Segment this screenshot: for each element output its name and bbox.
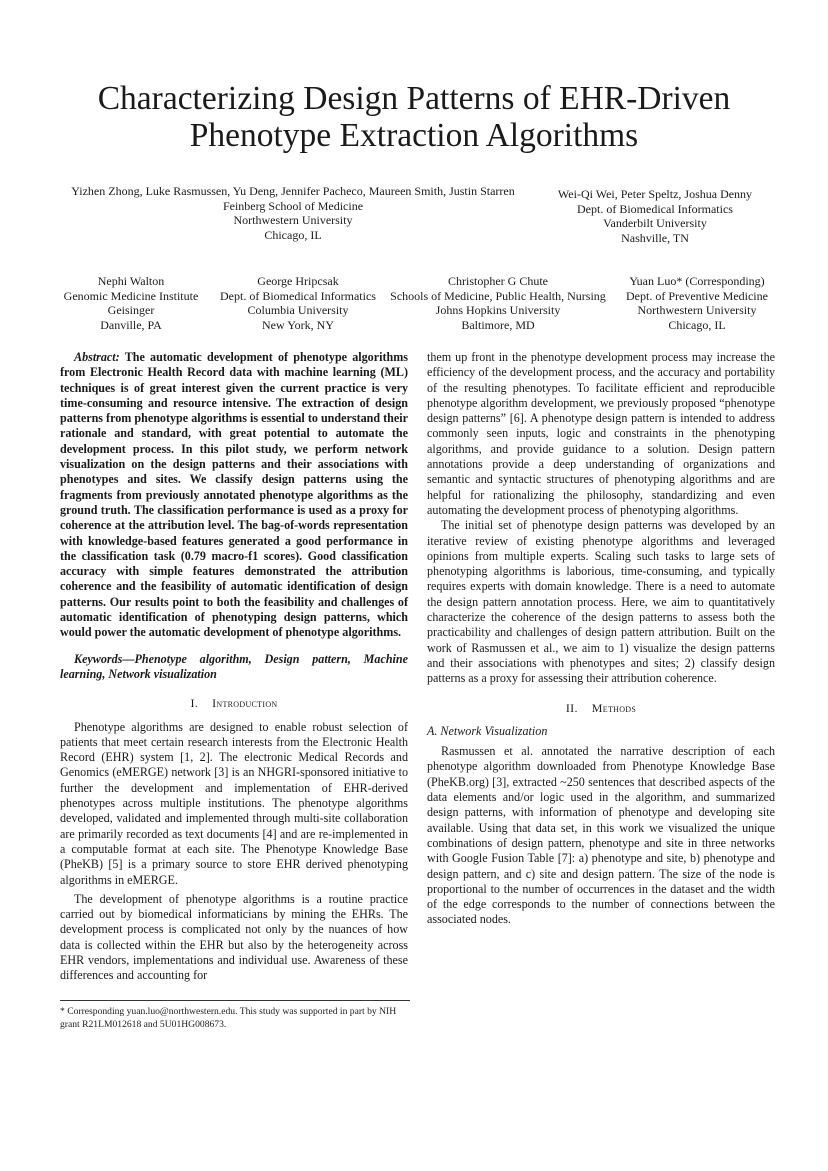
affiliation-dept: Dept. of Biomedical Informatics (577, 201, 733, 216)
affiliation-org: Geisinger (107, 303, 155, 318)
author-names: Yuan Luo* (Corresponding) (629, 274, 765, 288)
footnote: * Corresponding yuan.luo@northwestern.edu. This study was supported in part by NIH grant R21LM012618 and 5U01HG008673. (60, 1006, 397, 1030)
affiliation-city: Nashville, TN (621, 230, 689, 245)
author-names: George Hripcsak (257, 274, 339, 288)
affiliation-johns-hopkins (384, 274, 612, 332)
intro-paragraph-1: Phenotype algorithms are designed to enable robust selection of patients that meet certain research interests from the Electronic Health Record (EHR) system [1, 2]. The electronic Medical Records and Genomics (eMERGE) network [3] is an NHGRI-sponsored initiative to further the development and implementation of EHR-derived phenotypes across multiple institutions. The phenotype algorithms developed, validated and implemented through multi-site collaboration are primarily recorded as text documents [4] and are re-implemented in a computable format at each site. The Phenotype Knowledge Base (PheKB) [5] is a primary source to store EHR derived phenotyping algorithms in eMERGE. (60, 719, 408, 887)
methods-paragraph-1: Rasmussen et al. annotated the narrative description of each phenotype algorithm downloaded from Phenotype Knowledge Base (PheKB.org) [3], extracted ~250 sentences that described aspects of the data elements and/or logic used in the algorithm, and summarized design patterns, with information of phenotype and developing site available. Using that data set, in this work we visualized the unique combinations of design pattern, phenotype and site in three networks with Google Fusion Table [7]: a) phenotype and site, b) phenotype and design pattern, and c) site and design pattern. The size of the node is proportional to the number of occurrences in the dataset and the width of the edge corresponds to the number of connections between the associated nodes. (427, 744, 775, 927)
paper-title (40, 80, 788, 154)
affiliation-city: Chicago, IL (668, 317, 726, 332)
author-names: Wei-Qi Wei, Peter Speltz, Joshua Denny (557, 187, 753, 201)
affiliation-dept: Schools of Medicine, Public Health, Nursing (390, 288, 606, 303)
affiliation-org: Johns Hopkins University (435, 303, 561, 318)
section-title: Methods (591, 700, 637, 715)
affiliation-org: Northwestern University (233, 213, 353, 228)
intro-paragraph-2-continued: them up front in the phenotype development process may increase the efficiency of the development process, and the accuracy and portability of the resulting phenotypes. To facilitate efficient and reproducible phenotype algorithm development, we previously proposed “phenotype design patterns” [6]. A phenotype design pattern is intended to address commonly seen inputs, logic and constraints in the phenotyping algorithms, and provide guidance to a solution. Design pattern annotations provide a deep understanding of organizations and semantic and syntactic structures of phenotyping algorithms and are helpful for rationalizing the philosophy, standardizing and even automating the development process of phenotyping algorithms. (427, 350, 775, 517)
author-names: Nephi Walton (97, 274, 165, 288)
affiliation-dept: Dept. of Biomedical Informatics (220, 288, 376, 303)
section-number: II. (565, 700, 578, 715)
subsection-heading-network-visualization: A. Network Visualization (427, 723, 548, 738)
abstract-text: The automatic development of phenotype algorithms from Electronic Health Record data with machine learning (ML) techniques is of great interest given the current practice is very time-consuming and resource intensive. The extraction of design patterns from phenotype algorithms is essential to understand their rationale and standard, with great potential to automate the development process. In this pilot study, we perform network visualization on the design patterns and their associations with phenotypes and sites. We classify design patterns using the fragments from previously annotated phenotype algorithms as the ground truth. The classification performance is used as a proxy for coherence at the attribution level. The bag-of-words representation with knowledge-based features generated a good performance in the classification task (0.79 macro-f1 scores). Good classification accuracy with simple features demonstrated the attribution coherence and the feasibility of automatic identification of design patterns. Our results point to both the feasibility and challenges of automatic identification of phenotyping design patterns, which would power the automatic development of phenotype algorithms. (60, 350, 408, 640)
affiliation-dept: Feinberg School of Medicine (222, 198, 364, 213)
section-number: I. (190, 696, 199, 711)
affiliation-northwestern-preventive (616, 274, 778, 332)
affiliation-northwestern-feinberg (58, 184, 528, 242)
section-title: Introduction (212, 696, 278, 711)
abstract (60, 350, 408, 641)
title-line-2: Phenotype Extraction Algorithms (189, 117, 639, 154)
left-column (60, 350, 408, 984)
affiliation-org: Northwestern University (637, 303, 757, 318)
affiliation-columbia (214, 274, 382, 332)
affiliation-dept: Genomic Medicine Institute (63, 288, 199, 303)
keywords: Keywords—Phenotype algorithm, Design pattern, Machine learning, Network visualization (60, 651, 408, 681)
affiliation-org: Vanderbilt University (603, 216, 707, 231)
author-names: Christopher G Chute (448, 274, 548, 288)
title-line-1: Characterizing Design Patterns of EHR-Driven (97, 80, 731, 117)
affiliation-city: New York, NY (261, 317, 334, 332)
section-heading-methods (427, 701, 775, 716)
section-heading-introduction (60, 696, 408, 711)
affiliation-org: Columbia University (247, 303, 349, 318)
affiliation-vanderbilt (545, 187, 765, 245)
intro-paragraph-3: The initial set of phenotype design patterns was developed by an iterative review of existing phenotype algorithms and leveraged opinions from multiple experts. Scaling such tasks to large sets of phenotyping algorithms is laborious, time-consuming, and typically requires experts with domain knowledge. There is a need to automate the design pattern annotation process. Here, we aim to quantitatively characterize the coherence of the design patterns to assess both the practicability and challenges of design pattern attribution. Built on the work of Rasmussen et al., we aim to 1) visualize the design patterns and their associations with phenotypes and sites; 2) classify design patterns as a proxy for assessing their attribution coherence. (427, 518, 775, 686)
affiliation-dept: Dept. of Preventive Medicine (626, 288, 768, 303)
abstract-label: Abstract: (74, 350, 120, 364)
affiliation-city: Baltimore, MD (461, 317, 535, 332)
affiliation-city: Chicago, IL (264, 227, 322, 242)
author-names: Yizhen Zhong, Luke Rasmussen, Yu Deng, Jennifer Pacheco, Maureen Smith, Justin Starren (71, 184, 515, 198)
footnote-rule (60, 1000, 410, 1001)
affiliation-city: Danville, PA (100, 317, 162, 332)
affiliation-geisinger (58, 274, 204, 332)
right-column (427, 350, 775, 928)
intro-paragraph-2: The development of phenotype algorithms is a routine practice carried out by biomedical informaticians by mining the EHRs. The development process is complicated not only by the nuances of how data is collected within the EHR but also by the heterogeneity across EHR vendors, implementations and individual use. Awareness of these differences and accounting for (60, 891, 408, 983)
